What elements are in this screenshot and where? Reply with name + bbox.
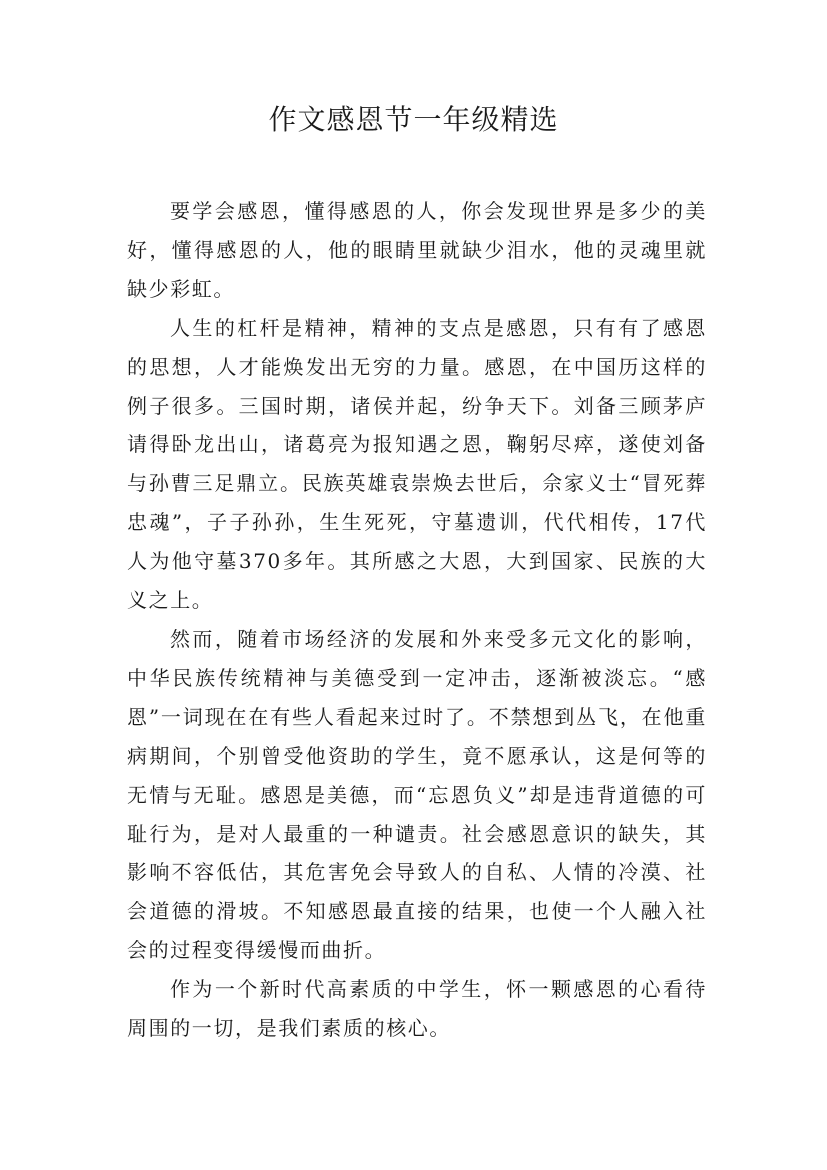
document-body: [127, 192, 707, 1048]
page-title: 作文感恩节一年级精选: [268, 103, 559, 136]
paragraph-1: 要学会感恩，懂得感恩的人，你会发现世界是多少的美好，懂得感恩的人，他的眼睛里就缺少泪水，他的灵魂里就缺少彩虹。: [127, 199, 707, 301]
paragraph-4: 作为一个新时代高素质的中学生，怀一颗感恩的心看待周围的一切，是我们素质的核心。: [127, 977, 707, 1041]
paragraph-2: 人生的杠杆是精神，精神的支点是感恩，只有有了感恩的思想，人才能焕发出无穷的力量。感恩，在中国历这样的例子很多。三国时期，诸侯并起，纷争天下。刘备三顾茅庐请得卧龙出山，诸葛亮为报知遇之恩，鞠躬尽瘁，遂使刘备与孙曹三足鼎立。民族英雄袁崇焕去世后，佘家义士“冒死葬忠魂”，子子孙孙，生生死死，守墓遗训，代代相传，17代人为他守墓370多年。其所感之大恩，大到国家、民族的大义之上。: [127, 315, 707, 613]
paragraph-3: 然而，随着市场经济的发展和外来受多元文化的影响，中华民族传统精神与美德受到一定冲击，逐渐被淡忘。“感恩”一词现在在有些人看起来过时了。不禁想到丛飞，在他重病期间，个别曾受他资助的学生，竟不愿承认，这是何等的无情与无耻。感恩是美德，而“忘恩负义”却是违背道德的可耻行为，是对人最重的一种谴责。社会感恩意识的缺失，其影响不容低估，其危害免会导致人的自私、人情的冷漠、社会道德的滑坡。不知感恩最直接的结果，也使一个人融入社会的过程变得缓慢而曲折。: [127, 626, 707, 963]
